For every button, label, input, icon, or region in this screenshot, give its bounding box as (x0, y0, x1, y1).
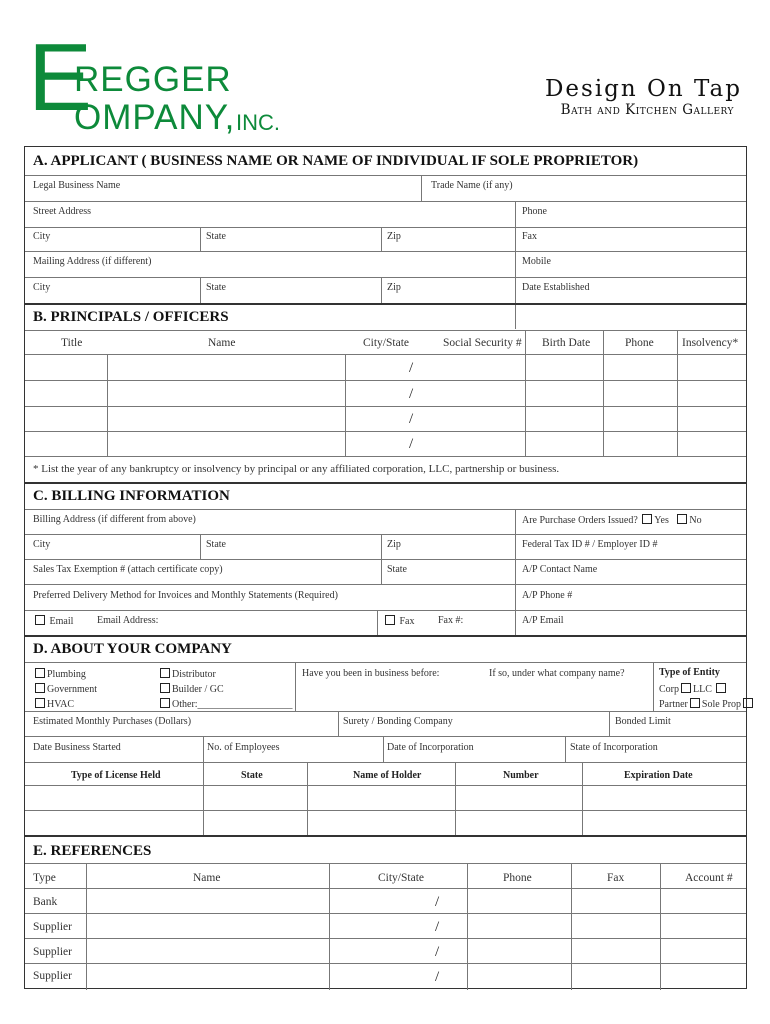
sales-tax-state-field[interactable]: State (387, 564, 407, 575)
entity-partner-sole (659, 698, 755, 710)
ap-phone-field[interactable]: A/P Phone # (522, 590, 573, 601)
officer-row-2-slash: / (409, 386, 414, 402)
section-d-heading: D. ABOUT YOUR COMPANY (33, 641, 232, 657)
zip-field[interactable]: Zip (387, 231, 401, 242)
po-yes-checkbox[interactable] (642, 514, 652, 524)
col-city-state: City/State (363, 337, 409, 349)
llc-checkbox[interactable] (716, 683, 726, 693)
trade-name-field[interactable]: Trade Name (if any) (431, 180, 513, 191)
partner-label: Partner (659, 699, 688, 710)
officer-row-4-slash: / (409, 436, 414, 452)
logo-line2: OMPANY, (74, 98, 236, 137)
section-b-heading: B. PRINCIPALS / OFFICERS (33, 309, 229, 325)
po-no-label: No (689, 515, 702, 526)
corp-label: Corp (659, 684, 679, 695)
brand-subtitle: Bath and Kitchen Gallery (560, 102, 734, 118)
ref-row-2-slash: / (435, 919, 440, 935)
builder-checkbox[interactable] (160, 683, 170, 693)
license-col-expiration: Expiration Date (624, 770, 693, 781)
federal-tax-id-field[interactable]: Federal Tax ID # / Employer ID # (522, 539, 658, 550)
business-type-other (158, 698, 293, 710)
other-checkbox[interactable] (160, 698, 170, 708)
billing-address-field[interactable]: Billing Address (if different from above) (33, 514, 196, 525)
entity-type-heading: Type of Entity (659, 667, 720, 678)
plumbing-label: Plumbing (47, 669, 86, 680)
state-incorporation-field[interactable]: State of Incorporation (570, 742, 658, 753)
hvac-checkbox[interactable] (35, 698, 45, 708)
employees-field[interactable]: No. of Employees (207, 742, 280, 753)
sales-tax-exemption-field[interactable]: Sales Tax Exemption # (attach certificate copy) (33, 564, 223, 575)
license-col-holder: Name of Holder (353, 770, 422, 781)
mailing-address-field[interactable]: Mailing Address (if different) (33, 256, 152, 267)
section-c-heading: C. BILLING INFORMATION (33, 488, 230, 504)
distributor-checkbox[interactable] (160, 668, 170, 678)
ref-row-bank: Bank (33, 896, 58, 908)
billing-zip-field[interactable]: Zip (387, 539, 401, 550)
ref-row-supplier-1: Supplier (33, 921, 72, 933)
ref-col-account: Account # (685, 872, 733, 884)
ref-col-fax: Fax (607, 872, 625, 884)
fax-checkbox[interactable] (385, 615, 395, 625)
logo-line1: REGGER (74, 60, 232, 99)
previous-company-name-field[interactable]: If so, under what company name? (489, 668, 625, 679)
po-yes-label: Yes (654, 515, 669, 526)
ref-row-4-slash: / (435, 969, 440, 985)
email-checkbox[interactable] (35, 615, 45, 625)
llc-label: LLC (693, 684, 712, 695)
officer-row-1-slash: / (409, 360, 414, 376)
surety-bonding-field[interactable]: Surety / Bonding Company (343, 716, 453, 727)
officer-row-3-slash: / (409, 411, 414, 427)
mailing-state-field[interactable]: State (206, 282, 226, 293)
date-incorporation-field[interactable]: Date of Incorporation (387, 742, 474, 753)
government-label: Government (47, 684, 97, 695)
ap-email-field[interactable]: A/P Email (522, 615, 564, 626)
sole-prop-label: Sole Prop (701, 699, 742, 710)
ref-row-3-slash: / (435, 944, 440, 960)
mobile-field[interactable]: Mobile (522, 256, 551, 267)
delivery-method-field[interactable]: Preferred Delivery Method for Invoices and Monthly Statements (Required) (33, 590, 338, 601)
ref-row-supplier-2: Supplier (33, 946, 72, 958)
date-established-field[interactable]: Date Established (522, 282, 590, 293)
plumbing-checkbox[interactable] (35, 668, 45, 678)
legal-business-name-field[interactable]: Legal Business Name (33, 180, 121, 191)
license-col-number: Number (503, 770, 539, 781)
ref-row-supplier-3: Supplier (33, 970, 72, 982)
col-name: Name (208, 337, 236, 349)
company-logo (28, 24, 318, 138)
state-field[interactable]: State (206, 231, 226, 242)
other-label[interactable]: Other:___________________ (172, 699, 293, 710)
business-before-field[interactable]: Have you been in business before: (302, 668, 440, 679)
logo-letter-e: E (28, 24, 93, 131)
insolvency-footnote: * List the year of any bankruptcy or insolvency by principal or any affiliated corporation, LLC, partnership or business. (33, 463, 560, 475)
license-col-type: Type of License Held (71, 770, 161, 781)
ap-contact-field[interactable]: A/P Contact Name (522, 564, 598, 575)
email-option (33, 615, 73, 627)
po-no-checkbox[interactable] (677, 514, 687, 524)
email-address-field[interactable]: Email Address: (97, 615, 159, 626)
business-type-distributor (158, 668, 216, 680)
business-type-plumbing (33, 668, 86, 680)
business-type-hvac (33, 698, 74, 710)
billing-state-field[interactable]: State (206, 539, 226, 550)
phone-field[interactable]: Phone (522, 206, 547, 217)
credit-application-form (24, 146, 747, 989)
email-label: Email (49, 616, 74, 627)
section-a-heading: A. APPLICANT ( BUSINESS NAME OR NAME OF INDIVIDUAL IF SOLE PROPRIETOR) (33, 153, 639, 169)
monthly-purchases-field[interactable]: Estimated Monthly Purchases (Dollars) (33, 716, 192, 727)
date-business-started-field[interactable]: Date Business Started (33, 742, 121, 753)
ref-row-1-slash: / (435, 894, 440, 910)
mailing-zip-field[interactable]: Zip (387, 282, 401, 293)
billing-city-field[interactable]: City (33, 539, 51, 550)
city-field[interactable]: City (33, 231, 51, 242)
builder-label: Builder / GC (172, 684, 224, 695)
sole-prop-checkbox[interactable] (743, 698, 753, 708)
mailing-city-field[interactable]: City (33, 282, 51, 293)
brand-title: Design On Tap (544, 76, 742, 102)
ref-col-phone: Phone (503, 872, 532, 884)
logo-inc: INC. (236, 110, 280, 135)
fax-number-field[interactable]: Fax #: (438, 615, 464, 626)
business-type-government (33, 683, 97, 695)
hvac-label: HVAC (47, 699, 75, 710)
entity-corp-llc (659, 683, 728, 695)
corp-checkbox[interactable] (681, 683, 691, 693)
col-phone: Phone (625, 337, 654, 349)
col-title: Title (61, 337, 83, 349)
distributor-label: Distributor (172, 669, 216, 680)
license-col-state: State (241, 770, 263, 781)
fax-label: Fax (399, 616, 415, 627)
street-address-field[interactable]: Street Address (33, 206, 92, 217)
col-birth-date: Birth Date (542, 337, 591, 349)
bonded-limit-field[interactable]: Bonded Limit (615, 716, 671, 727)
ref-col-type: Type (33, 872, 56, 884)
po-question-label: Are Purchase Orders Issued? (522, 515, 638, 526)
fax-option (383, 615, 415, 627)
section-e-heading: E. REFERENCES (33, 843, 152, 859)
col-social-security: Social Security # (443, 337, 522, 349)
government-checkbox[interactable] (35, 683, 45, 693)
ref-col-name: Name (193, 872, 221, 884)
fax-field[interactable]: Fax (522, 231, 537, 242)
partner-checkbox[interactable] (690, 698, 700, 708)
po-question (522, 514, 702, 526)
col-insolvency: Insolvency* (682, 337, 739, 349)
business-type-builder (158, 683, 224, 695)
ref-col-city-state: City/State (378, 872, 424, 884)
